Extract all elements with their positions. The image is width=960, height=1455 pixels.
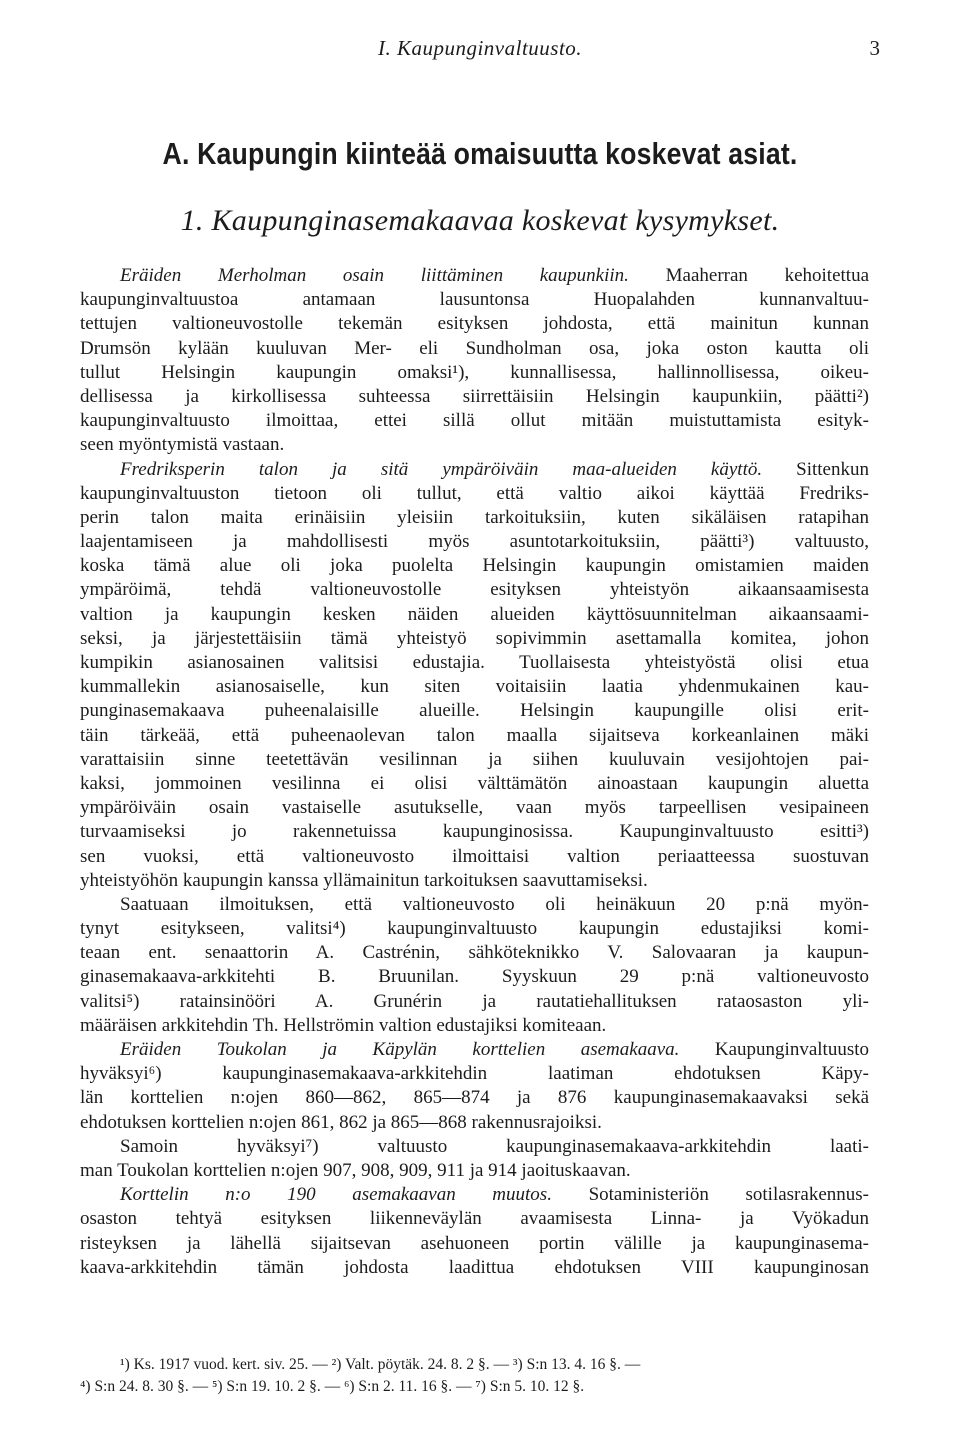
text-line: perin talon maita erinäisiin yleisiin tarkoituksiin, kuten sikäläisen ratapihan: [80, 506, 869, 528]
text-line: valitsi⁵) ratainsinööri A. Grunérin ja rautatiehallituksen rataosaston yli-: [80, 990, 869, 1012]
text-line: sen vuoksi, että valtioneuvosto ilmoittaisi valtion periaatteessa suostuvan: [80, 845, 869, 867]
topic-title: Eräiden Toukolan ja Käpylän korttelien asemakaava.: [120, 1039, 680, 1060]
text-line: dellisessa ja kirkollisessa suhteessa siirrettäisiin Helsingin kaupunkiin, päätti²): [80, 385, 869, 407]
text-line: man Toukolan korttelien n:ojen 907, 908, 909, 911 ja 914 jaoituskaavan.: [80, 1159, 631, 1181]
text-line: kumpikin asianosainen valitsisi edustajia. Tuollaisesta yhteistyöstä olisi etua: [80, 652, 869, 673]
paragraph-merholma-line: [80, 264, 869, 288]
text-line: tynyt esitykseen, valitsi⁴) kaupunginvaltuusto kaupungin edustajiksi komi-: [80, 918, 869, 940]
running-head: [80, 36, 880, 66]
text-line: Saatuaan ilmoituksen, että valtioneuvosto oli heinäkuun 20 p:nä myön-: [120, 893, 869, 915]
text-run: Sittenkun: [762, 458, 869, 480]
text-line: tettujen valtioneuvostolle tekemän esityksen johdosta, että mainitun kunnan: [80, 313, 869, 335]
text-line: ympäröimä, tehdä valtioneuvostolle esityksen yhteistyön aikaansaamisesta: [80, 579, 869, 601]
text-line: ehdotuksen korttelien n:ojen 861, 862 ja 865—868 rakennusrajoiksi.: [80, 1111, 602, 1133]
text-line: hyväksyi⁶) kaupunginasemakaava-arkkitehdin laatiman ehdotuksen Käpy-: [80, 1063, 869, 1085]
text-line: täin tärkeää, että puheenaolevan talon maalla sijaitseva korkeanlainen mäki: [80, 724, 869, 746]
text-line: Drumsön kylään kuuluvan Mer- eli Sundholman osa, joka oston kautta oli: [80, 337, 869, 359]
text-line: määräisen arkkitehdin Th. Hellströmin valtion edustajiksi komiteaan.: [80, 1014, 607, 1036]
text-line: seen myöntymistä vastaan.: [80, 434, 285, 456]
section-heading: A. Kaupungin kiinteää omaisuutta koskevat asiat.: [162, 136, 798, 171]
text-line: kaupunginvaltuuston tietoon oli tullut, että valtio aikoi käyttää Fredriks-: [80, 482, 869, 504]
text-line: valtion ja kaupungin kesken näiden alueiden käyttösuunnitelman aikaansaami-: [80, 603, 869, 625]
running-title: I. Kaupunginvaltuusto.: [377, 36, 583, 60]
paragraph-kortteli-190-line: [80, 1183, 869, 1207]
paragraph-toukola-line: [80, 1038, 869, 1062]
subsection-heading: 1. Kaupunginasemakaavaa koskevat kysymykset.: [180, 204, 780, 237]
text-line: län korttelien n:ojen 860—862, 865—874 ja 876 kaupunginasemakaavaksi sekä: [80, 1087, 869, 1109]
text-line: kaava-arkkitehdin tämän johdosta laadittua ehdotuksen VIII kaupunginosan: [80, 1256, 869, 1278]
text-line: kaupunginvaltuustoa antamaan lausuntonsa Huopalahden kunnanvaltuu-: [80, 289, 869, 311]
text-line: kaksi, jommoinen vesilinna ei olisi välttämätön ainoastaan kaupungin aluetta: [80, 772, 869, 794]
text-line: tullut Helsingin kaupungin omaksi¹), kunnallisessa, hallinnollisessa, oikeu-: [80, 361, 869, 383]
footnote-line: ¹) Ks. 1917 vuod. kert. siv. 25. — ²) Valt. pöytäk. 24. 8. 2 §. — ³) S:n 13. 4. 16 §. —: [120, 1356, 641, 1373]
topic-title: Eräiden Merholman osain liittäminen kaupunkiin.: [120, 265, 629, 286]
text-line: Samoin hyväksyi⁷) valtuusto kaupunginasemakaava-arkkitehdin laati-: [120, 1135, 869, 1157]
text-line: kummallekin asianosaiselle, kun siten voitaisiin laatia yhdenmukainen kau-: [80, 676, 869, 698]
paragraph-fredriksperi-line: [80, 458, 869, 482]
topic-title: Fredriksperin talon ja sitä ympäröiväin maa-alueiden käyttö.: [120, 458, 763, 480]
text-line: risteyksen ja lähellä sijaitsevan asehuoneen portin välille ja kaupunginasema-: [80, 1232, 869, 1254]
text-line: turvaamiseksi jo rakennetuissa kaupunginosissa. Kaupunginvaltuusto esitti³): [80, 821, 869, 843]
topic-title: Korttelin n:o 190 asemakaavan muutos.: [120, 1184, 552, 1206]
text-line: ympäröiväin osain vastaiselle asutukselle, vaan myös tarpeellisen vesipaineen: [80, 797, 869, 819]
page-number: 3: [869, 36, 880, 60]
text-line: yhteistyöhön kaupungin kanssa yllämainitun tarkoituksen saavuttamiseksi.: [80, 869, 648, 891]
text-line: ginasemakaava-arkkitehti B. Bruunilan. Syyskuun 29 p:nä valtioneuvosto: [80, 966, 869, 988]
text-line: varattaisiin sinne teetettävän vesilinnan ja siihen kuuluvain vesijohtojen pai-: [80, 748, 869, 770]
footnote-line: ⁴) S:n 24. 8. 30 §. — ⁵) S:n 19. 10. 2 §. — ⁶) S:n 2. 11. 16 §. — ⁷) S:n 5. 10. 12 §.: [80, 1378, 585, 1395]
text-line: seksi, ja järjestettäisiin tämä yhteistyö sopivimmin asettamalla komitea, johon: [80, 627, 869, 649]
text-line: laajentamiseen ja mahdollisesti myös asuntotarkoituksiin, päätti³) valtuusto,: [80, 531, 869, 553]
text-run: Kaupunginvaltuusto: [679, 1039, 869, 1060]
text-run: Sotaministeriön sotilasrakennus-: [551, 1184, 869, 1206]
text-line: punginasemakaava puheenalaisille alueille. Helsingin kaupungille olisi erit-: [80, 700, 869, 722]
text-line: koska tämä alue oli joka puolelta Helsingin kaupungin omistamien maiden: [80, 555, 869, 577]
text-line: kaupunginvaltuusto ilmoittaa, ettei sillä ollut mitään muistuttamista esityk-: [80, 410, 869, 432]
text-line: osaston tehtyä esityksen liikenneväylän avaamisesta Linna- ja Vyökadun: [80, 1208, 869, 1230]
text-run: Maaherran kehoitettua: [628, 265, 869, 286]
body-text: [80, 264, 869, 1280]
text-line: teaan ent. senaattorin A. Castrénin, sähköteknikko V. Salovaaran ja kaupun-: [80, 942, 869, 964]
footnotes: [80, 1354, 869, 1398]
